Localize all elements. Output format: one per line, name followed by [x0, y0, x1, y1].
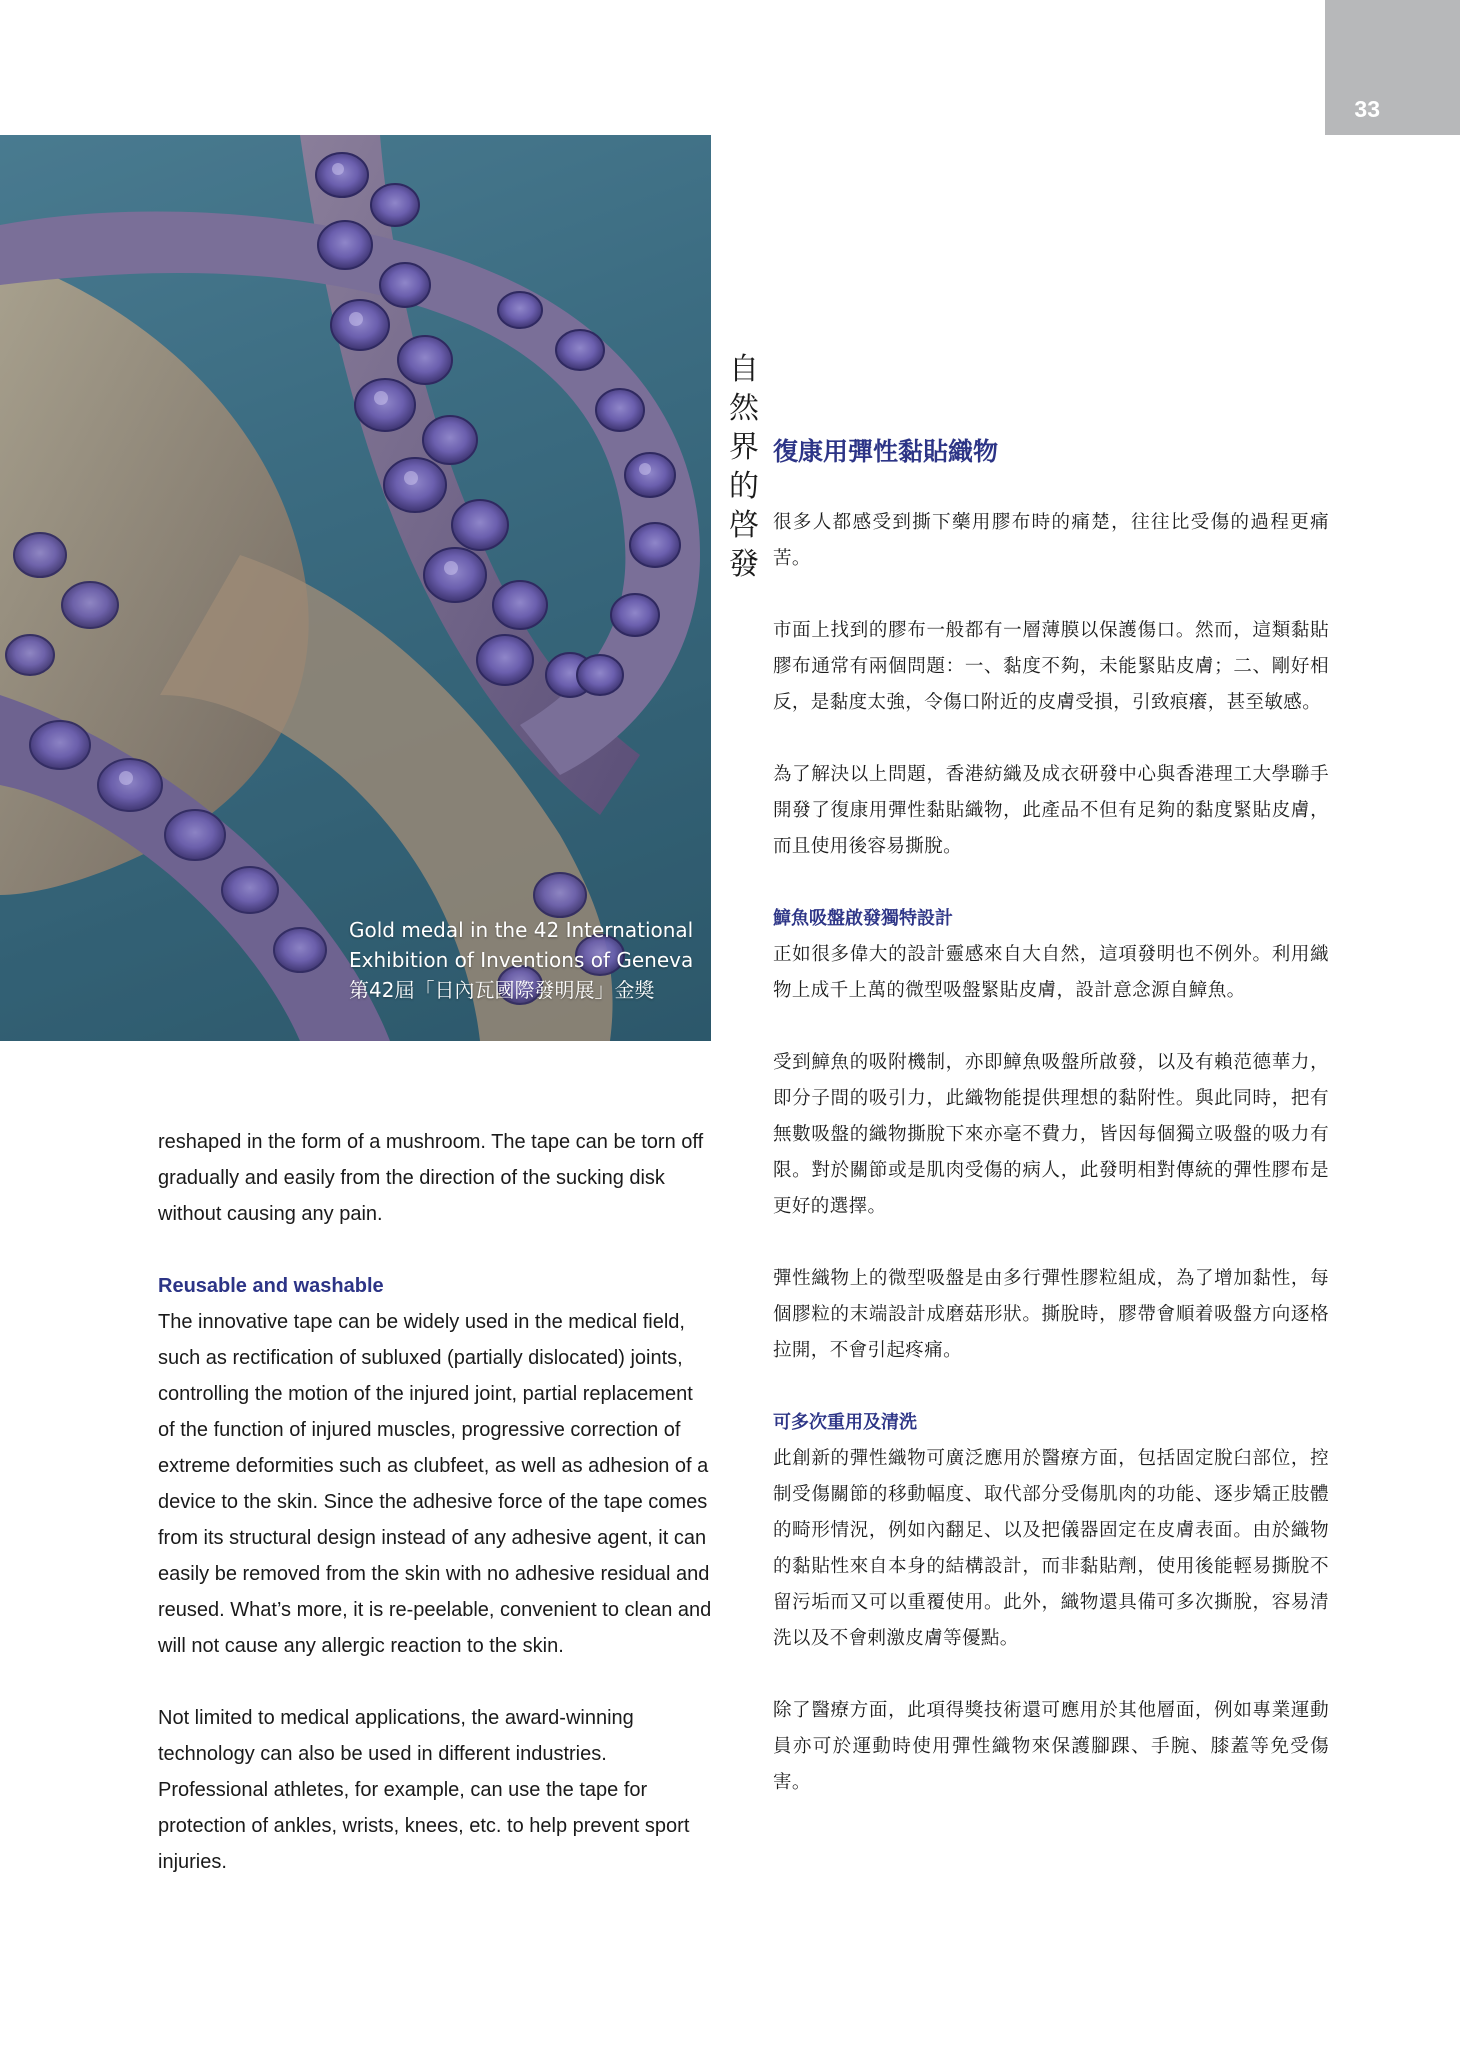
english-article	[158, 1124, 713, 1880]
zh-paragraph-intro: 很多人都感受到撕下藥用膠布時的痛楚，往往比受傷的過程更痛苦。	[773, 512, 1329, 569]
photo-caption	[349, 915, 699, 1005]
octopus-illustration	[0, 135, 711, 1041]
article-heading: 復康用彈性黏貼織物	[773, 437, 999, 466]
zh-paragraph-problem: 市面上找到的膠布一般都有一層薄膜以保護傷口。然而，這類黏貼膠布通常有兩個問題：一、黏度不夠，未能緊貼皮膚；二、剛好相反，是黏度太強，令傷口附近的皮膚受損，引致痕癢，甚至敏感。	[773, 620, 1329, 713]
caption-en-line2: Exhibition of Inventions of Geneva	[349, 948, 694, 972]
zh-paragraph-inspiration: 正如很多偉大的設計靈感來自大自然，這項發明也不例外。利用織物上成千上萬的微型吸盤緊貼皮膚，設計意念源自鱆魚。	[773, 944, 1329, 1001]
section-title-char: 然	[729, 391, 759, 426]
zh-paragraph-structure: 彈性織物上的微型吸盤是由多行彈性膠粒組成，為了增加黏性，每個膠粒的末端設計成磨菇形狀。撕脫時，膠帶會順着吸盤方向逐格拉開，不會引起疼痛。	[773, 1268, 1329, 1361]
section-title-char: 界	[729, 430, 759, 465]
section-title-char: 自	[729, 352, 759, 387]
zh-paragraph-mechanism: 受到鱆魚的吸附機制，亦即鱆魚吸盤所啟發，以及有賴范德華力，即分子間的吸引力，此織物能提供理想的黏附性。與此同時，把有無數吸盤的織物撕脫下來亦毫不費力，皆因每個獨立吸盤的吸力有限。對於關節或是肌肉受傷的病人，此發明相對傳統的彈性膠布是更好的選擇。	[773, 1052, 1329, 1217]
chinese-article	[773, 430, 1329, 1801]
zh-paragraph-applications: 此創新的彈性織物可廣泛應用於醫療方面，包括固定脫臼部位，控制受傷關節的移動幅度、取代部分受傷肌肉的功能、逐步矯正肢體的畸形情況，例如內翻足、以及把儀器固定在皮膚表面。由於織物的黏貼性來自本身的結構設計，而非黏貼劑，使用後能輕易撕脫不留污垢而又可以重覆使用。此外，織物還具備可多次撕脫，容易清洗以及不會剌激皮膚等優點。	[773, 1448, 1329, 1649]
section-title-char: 的	[729, 469, 759, 504]
caption-zh: 第42屆「日內瓦國際發明展」金獎	[349, 978, 655, 1002]
zh-subheading-reusable: 可多次重用及清洗	[773, 1412, 917, 1433]
page-number: 33	[1354, 96, 1380, 122]
zh-subheading-octopus: 鱆魚吸盤啟發獨特設計	[773, 908, 953, 929]
en-paragraph-continued: reshaped in the form of a mushroom. The tape can be torn off gradually and easily from the direction of the sucking disk without causing any pain.	[158, 1131, 704, 1225]
octopus-photo	[0, 135, 711, 1041]
en-paragraph-applications: The innovative tape can be widely used in the medical field, such as rectification of subluxed (partially dislocated) joints, controlling the motion of the injured joint, partial replacement of the function of injured muscles, progressive correction of extreme deformities such as clubfeet, as well as adhesion of a device to the skin. Since the adhesive force of the tape comes from its structural design instead of any adhesive agent, it can easily be removed from the skin with no adhesive residual and reused. What’s more, it is re-peelable, convenient to clean and will not cause any allergic reaction to the skin.	[158, 1311, 712, 1657]
en-paragraph-sports: Not limited to medical applications, the award-winning technology can also be used in different industries. Professional athletes, for example, can use the tape for protection of ankles, wrists, knees, etc. to help prevent sport injuries.	[158, 1707, 690, 1873]
section-title-char: 啓	[729, 508, 759, 543]
caption-en-line1: Gold medal in the 42 International	[349, 918, 694, 942]
section-title-vertical	[726, 350, 762, 584]
page-number-tab	[1325, 0, 1460, 135]
en-subheading-reusable: Reusable and washable	[158, 1275, 384, 1297]
section-title-char: 發	[729, 547, 759, 582]
zh-paragraph-sports: 除了醫療方面，此項得獎技術還可應用於其他層面，例如專業運動員亦可於運動時使用彈性織物來保護腳踝、手腕、膝蓋等免受傷害。	[773, 1700, 1329, 1793]
zh-paragraph-solution: 為了解決以上問題，香港紡織及成衣研發中心與香港理工大學聯手開發了復康用彈性黏貼織物，此產品不但有足夠的黏度緊貼皮膚，而且使用後容易撕脫。	[773, 764, 1329, 857]
